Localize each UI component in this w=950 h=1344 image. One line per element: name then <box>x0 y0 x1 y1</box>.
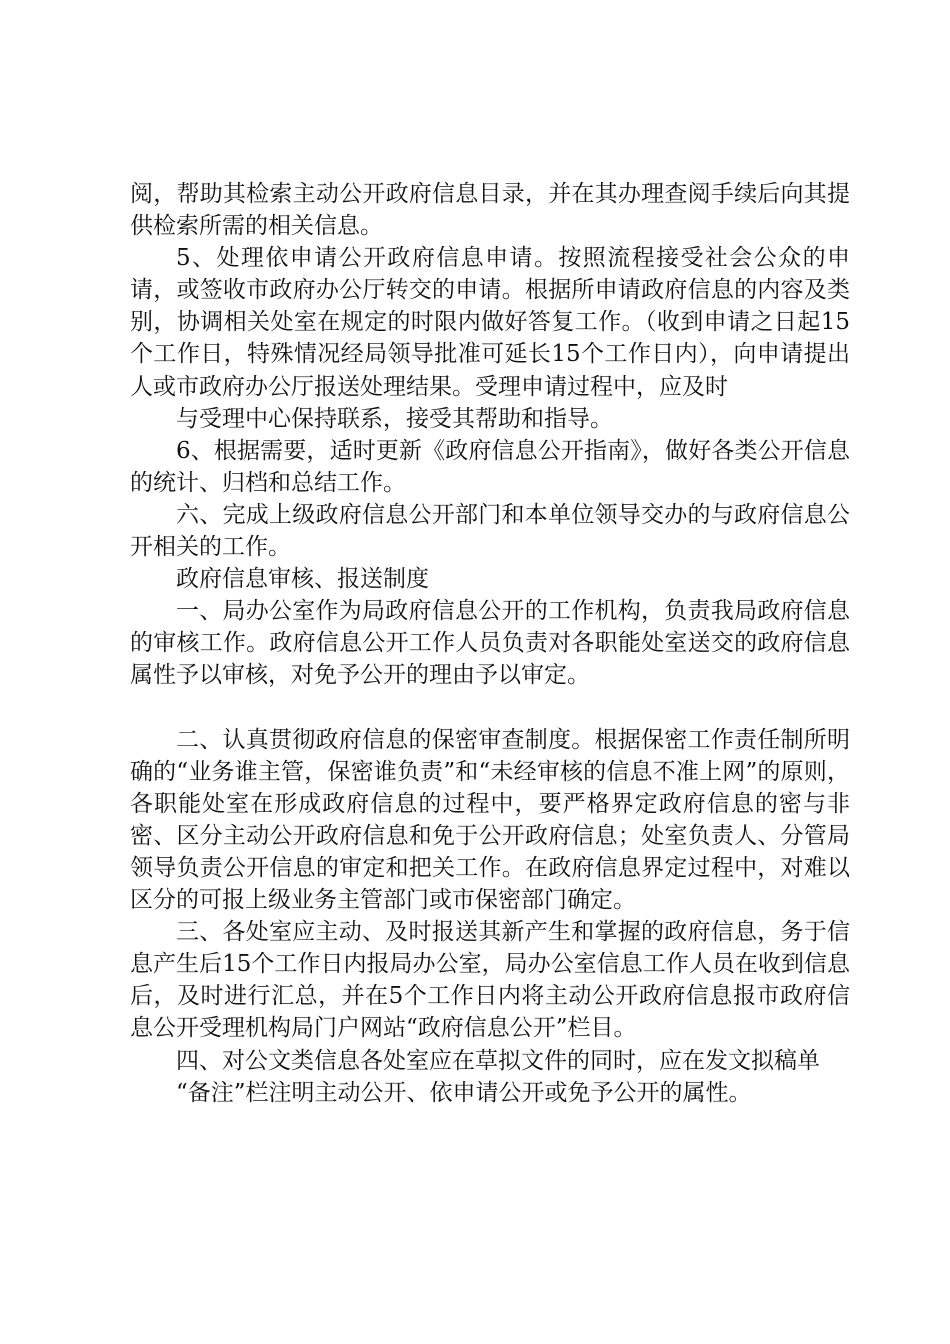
section-heading: 政府信息审核、报送制度 <box>176 566 429 593</box>
paragraph-item-5: 5、处理依申请公开政府信息申请。按照流程接受社会公众的申请，或签收市政府办公厅转交的申请。根据所申请政府信息的内容及类别，协调相关处室在规定的时限内做好答复工作。（收到申请之日起15个工作日，特殊情况经局领导批准可延长15个工作日内），向申请提出人或市政府办公厅报送处理结果。受理申请过程中，应及时 <box>130 245 850 400</box>
paragraph-clause-3: 三、各处室应主动、及时报送其新产生和掌握的政府信息，务于信息产生后15个工作日内报局办公室，局办公室信息工作人员在收到信息后，及时进行汇总，并在5个工作日内将主动公开政府信息报市政府信息公开受理机构局门户网站“政府信息公开”栏目。 <box>130 919 850 1042</box>
paragraph-clause-1: 一、局办公室作为局政府信息公开的工作机构，负责我局政府信息的审核工作。政府信息公开工作人员负责对各职能处室送交的政府信息属性予以审核，对免予公开的理由予以审定。 <box>130 598 850 689</box>
paragraph-section-6: 六、完成上级政府信息公开部门和本单位领导交办的与政府信息公开相关的工作。 <box>130 501 850 561</box>
paragraph-item-5-continued: 与受理中心保持联系，接受其帮助和指导。 <box>176 405 613 432</box>
paragraph-clause-4-continued: “备注”栏注明主动公开、依申请公开或免予公开的属性。 <box>176 1079 752 1106</box>
paragraph-item-6: 6、根据需要，适时更新《政府信息公开指南》，做好各类公开信息的统计、归档和总结工作。 <box>130 437 850 496</box>
paragraph-clause-4: 四、对公文类信息各处室应在草拟文件的同时，应在发文拟稿单 <box>176 1047 820 1074</box>
paragraph-clause-2: 二、认真贯彻政府信息的保密审查制度。根据保密工作责任制所明确的“业务谁主管，保密谁负责”和“未经审核的信息不准上网”的原则，各职能处室在形成政府信息的过程中，要严格界定政府信息的密与非密、区分主动公开政府信息和免于公开政府信息；处室负责人、分管局领导负责公开信息的审定和把关工作。在政府信息界定过程中，对难以区分的可报上级业务主管部门或市保密部门确定。 <box>130 726 850 914</box>
paragraph-continuation: 阅，帮助其检索主动公开政府信息目录，并在其办理查阅手续后向其提供检索所需的相关信息。 <box>130 181 850 240</box>
document-page <box>130 178 850 1109</box>
blank-line <box>130 692 850 724</box>
